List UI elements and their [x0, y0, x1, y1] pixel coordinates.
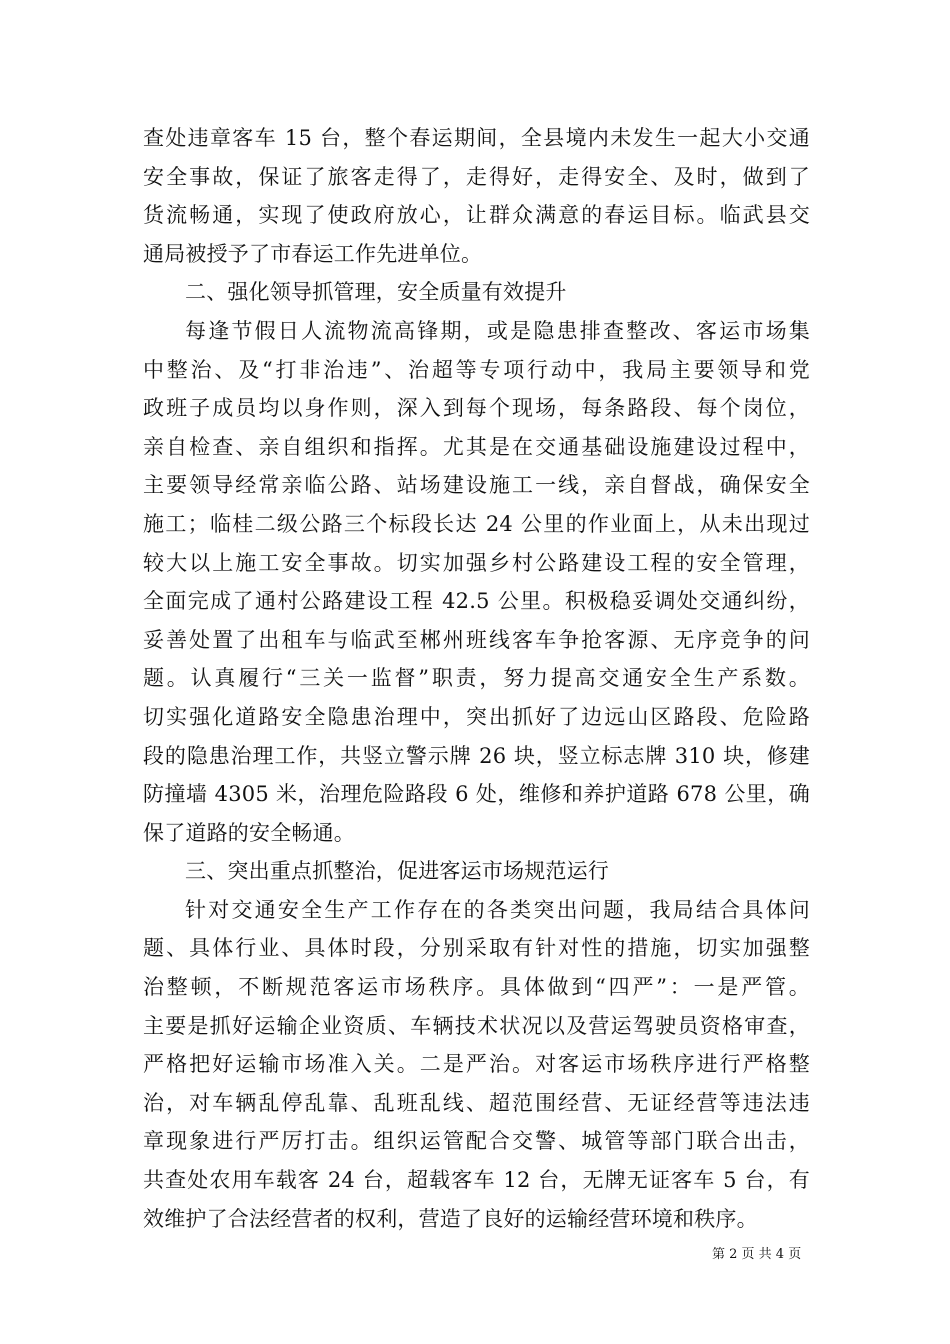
- paragraph-line: 货流畅通，实现了使政府放心，让群众满意的春运目标。临武县交: [143, 203, 810, 228]
- paragraph-line: 亲自检查、亲自组织和指挥。尤其是在交通基础设施建设过程中，: [143, 434, 810, 459]
- paragraph-line: 施工；临桂二级公路三个标段长达 24 公里的作业面上，从未出现过: [143, 511, 810, 536]
- paragraph-line: 妥善处置了出租车与临武至郴州班线客车争抢客源、无序竞争的问: [143, 627, 810, 652]
- paragraph-line: 效维护了合法经营者的权利，营造了良好的运输经营环境和秩序。: [143, 1206, 758, 1231]
- paragraph-line: 治，对车辆乱停乱靠、乱班乱线、超范围经营、无证经营等违法违: [143, 1090, 810, 1115]
- paragraph-line: 安全事故，保证了旅客走得了，走得好，走得安全、及时，做到了: [143, 164, 810, 189]
- paragraph-line: 每逢节假日人流物流高锋期，或是隐患排查整改、客运市场集: [185, 318, 810, 343]
- paragraph-line: 保了道路的安全畅通。: [143, 820, 355, 845]
- paragraph-line: 题。认真履行“三关一监督”职责，努力提高交通安全生产系数。: [143, 666, 810, 691]
- paragraph-line: 主要领导经常亲临公路、站场建设施工一线，亲自督战，确保安全: [143, 473, 810, 498]
- paragraph-line: 通局被授予了市春运工作先进单位。: [143, 241, 483, 266]
- paragraph-line: 查处违章客车 15 台，整个春运期间，全县境内未发生一起大小交通: [143, 126, 810, 150]
- section-heading: 三、突出重点抓整治，促进客运市场规范运行: [185, 859, 609, 884]
- paragraph-line: 全面完成了通村公路建设工程 42.5 公里。积极稳妥调处交通纠纷，: [143, 589, 810, 614]
- paragraph-line: 防撞墙 4305 米，治理危险路段 6 处，维修和养护道路 678 公里，确: [143, 782, 810, 807]
- paragraph-line: 中整治、及“打非治违”、治超等专项行动中，我局主要领导和党: [143, 357, 810, 382]
- paragraph-line: 政班子成员均以身作则，深入到每个现场，每条路段、每个岗位，: [143, 396, 810, 421]
- body-text: [143, 119, 810, 1238]
- paragraph-line: 题、具体行业、具体时段，分别采取有针对性的措施，切实加强整: [143, 936, 810, 961]
- paragraph-line: 严格把好运输市场准入关。二是严治。对客运市场秩序进行严格整: [143, 1052, 810, 1077]
- page-number: 第 2 页 共 4 页: [712, 1247, 802, 1262]
- paragraph-line: 针对交通安全生产工作存在的各类突出问题，我局结合具体问: [185, 897, 810, 922]
- paragraph-line: 切实强化道路安全隐患治理中，突出抓好了边远山区路段、危险路: [143, 704, 810, 729]
- paragraph-line: 章现象进行严厉打击。组织运管配合交警、城管等部门联合出击，: [143, 1129, 810, 1154]
- paragraph-line: 治整顿，不断规范客运市场秩序。具体做到“四严”：一是严管。: [143, 975, 810, 1000]
- paragraph-line: 主要是抓好运输企业资质、车辆技术状况以及营运驾驶员资格审查，: [143, 1013, 810, 1038]
- paragraph-line: 较大以上施工安全事故。切实加强乡村公路建设工程的安全管理，: [143, 550, 810, 575]
- paragraph-line: 段的隐患治理工作，共竖立警示牌 26 块，竖立标志牌 310 块，修建: [143, 743, 810, 768]
- section-heading: 二、强化领导抓管理，安全质量有效提升: [185, 280, 567, 305]
- paragraph-line: 共查处农用车载客 24 台，超载客车 12 台，无牌无证客车 5 台，有: [143, 1168, 810, 1193]
